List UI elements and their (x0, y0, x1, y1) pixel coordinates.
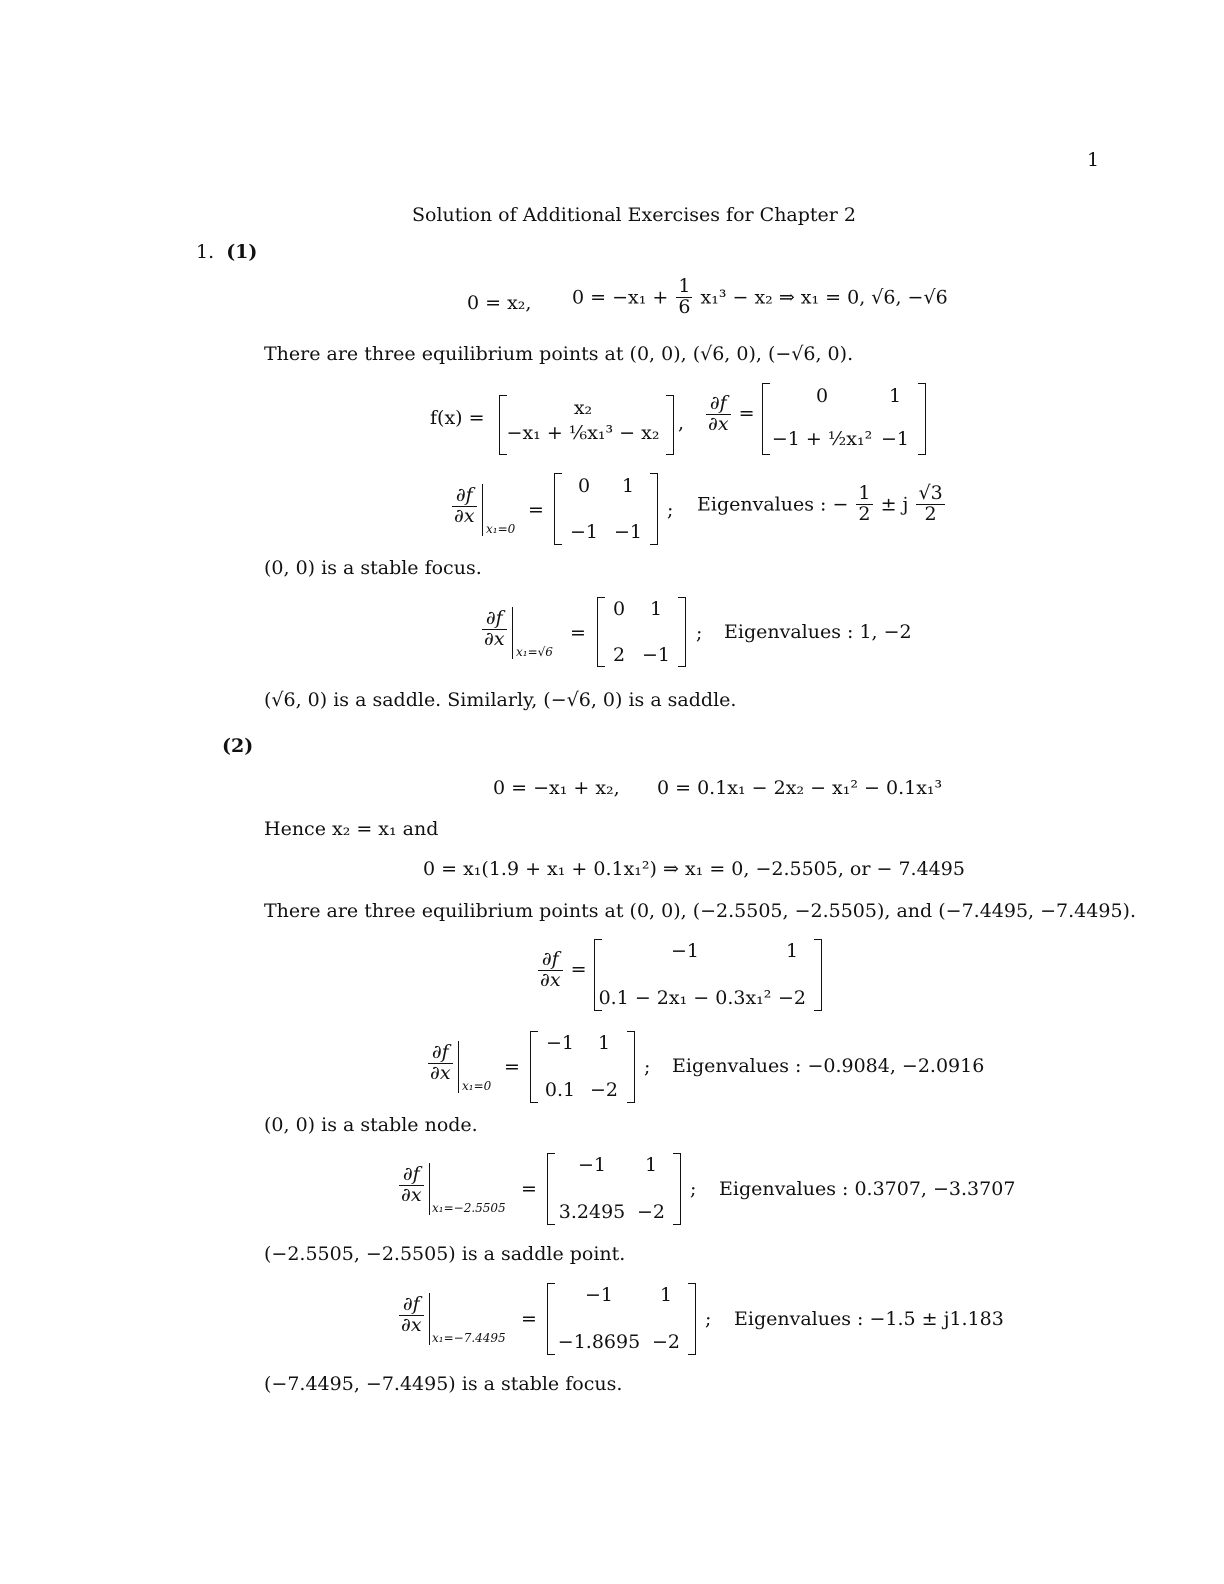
p1-jac6-eval-bar (512, 607, 513, 659)
p1-jac6-matrix (597, 597, 686, 667)
p1-eq-b-fraction (676, 277, 692, 318)
p1-jac0-eig-root-den: 2 (924, 502, 937, 525)
bracket-right (678, 597, 686, 667)
bracket-right (688, 1283, 696, 1355)
bracket-left (762, 383, 770, 455)
p1-jac0-eval-bar (482, 484, 483, 536)
p2-text-saddle-point: (−2.5505, −2.5505) is a saddle point. (264, 1243, 626, 1265)
p1-jac0-a11: 0 (577, 475, 591, 497)
p2-jac0-eigenvalues: Eigenvalues : −0.9084, −2.0916 (672, 1055, 985, 1077)
p2-jacB-matrix (547, 1283, 696, 1355)
p2-jacA-sub: x₁=−2.5505 (432, 1201, 506, 1215)
bracket-right (650, 473, 658, 545)
p1-eq-b-right: x₁³ − x₂ ⇒ x₁ = 0, √6, −√6 (700, 286, 948, 309)
p2-jac0-sub: x₁=0 (462, 1079, 492, 1093)
problem-number (196, 241, 257, 263)
bracket-right (673, 1153, 681, 1225)
p1-jac0-eig-frac (856, 484, 872, 525)
p1-fx-label: f(x) = (430, 407, 485, 429)
p2-jac0-matrix (530, 1031, 635, 1103)
page-number: 1 (1087, 149, 1100, 171)
p2-jacB-a21: −1.8695 (557, 1331, 641, 1353)
p2-jacA-a22: −2 (636, 1201, 666, 1223)
p2-jacA-a12: 1 (644, 1154, 658, 1176)
p1-jac0-eig-label: Eigenvalues : − (697, 493, 849, 516)
p2-jacB-dfdx: $\frac{\partial f}{\partial x}$ (401, 1293, 422, 1336)
problem-index: 1. (196, 241, 215, 263)
bracket-right (918, 383, 926, 455)
p1-jac0-eig-frac-den: 2 (858, 502, 871, 525)
p1-jac-a21: −1 + ½x₁² (771, 428, 873, 450)
p2-jacB-a12: 1 (659, 1284, 673, 1306)
p1-jac0-sub: x₁=0 (486, 522, 516, 536)
p1-jac6-eq: = (570, 622, 586, 644)
bracket-left (547, 1153, 555, 1225)
p2-jacA-a11: −1 (577, 1154, 607, 1176)
p1-dfdx-label: $\frac{\partial f}{\partial x}$ = (708, 392, 755, 435)
p2-dfdx-fraction: $\frac{\partial f}{\partial x}$ (540, 948, 561, 991)
p1-jac0-a22: −1 (613, 521, 643, 543)
p2-jacA-eval-bar (429, 1163, 430, 1215)
p2-jac-a12: 1 (785, 940, 799, 962)
p1-jac6-semicolon: ; (696, 622, 703, 644)
p1-jac6-dfdx: $\frac{\partial f}{\partial x}$ (484, 607, 505, 650)
p1-jacobian (762, 383, 926, 455)
p1-jac0-eig-mid: ± j (880, 493, 909, 516)
p1-jac0-a21: −1 (569, 521, 599, 543)
p2-jacA-matrix (547, 1153, 681, 1225)
p1-jac0-eig-frac-num: 1 (858, 482, 871, 504)
p2-jacB-eval-bar (429, 1293, 430, 1345)
p1-eq-b-left: 0 = −x₁ + (572, 286, 669, 309)
p2-jacB-eigenvalues: Eigenvalues : −1.5 ± j1.183 (734, 1308, 1004, 1330)
p1-comma: , (678, 412, 685, 434)
p1-text-stable-focus: (0, 0) is a stable focus. (264, 557, 482, 579)
p2-text-equilibria: There are three equilibrium points at (0, 0), (−2.5505, −2.5505), and (−7.4495, −7.4495). (264, 900, 1136, 922)
p1-jac6-a21: 2 (612, 644, 626, 666)
p1-fx-vector (499, 395, 674, 455)
p2-jac0-eq: = (504, 1056, 520, 1078)
p2-jac0-dfdx: $\frac{\partial f}{\partial x}$ (430, 1041, 451, 1084)
p2-jac0-a22: −2 (589, 1079, 619, 1101)
p1-text-equilibria: There are three equilibrium points at (0, 0), (√6, 0), (−√6, 0). (264, 343, 854, 365)
p2-dfdx-label: $\frac{\partial f}{\partial x}$ = (540, 948, 587, 991)
p2-jacA-eigenvalues: Eigenvalues : 0.3707, −3.3707 (719, 1178, 1016, 1200)
bracket-left (547, 1283, 555, 1355)
p2-text-stable-node: (0, 0) is a stable node. (264, 1114, 478, 1136)
p1-jac0-eigenvalues (697, 484, 947, 525)
p1-jac6-a22: −1 (641, 644, 671, 666)
bracket-left (597, 597, 605, 667)
p1-jac-a22: −1 (880, 428, 910, 450)
p2-jacB-semicolon: ; (705, 1308, 712, 1330)
p2-jac0-eval-bar (458, 1041, 459, 1093)
page-title: Solution of Additional Exercises for Chapter 2 (411, 204, 857, 226)
p1-jac6-a12: 1 (649, 598, 663, 620)
bracket-left (530, 1031, 538, 1103)
p1-jac0-eq: = (528, 499, 544, 521)
part-2-label: (2) (222, 735, 254, 757)
p1-eq-b-frac-num: 1 (678, 275, 691, 297)
p1-jac0-dfdx: $\frac{\partial f}{\partial x}$ (454, 484, 475, 527)
p2-jac-a11: −1 (670, 940, 700, 962)
p1-jac0-eig-root (916, 484, 944, 525)
p2-jacA-dfdx: $\frac{\partial f}{\partial x}$ (401, 1163, 422, 1206)
p1-jac0-matrix (554, 473, 658, 545)
p1-text-saddle: (√6, 0) is a saddle. Similarly, (−√6, 0) is a saddle. (264, 689, 737, 711)
p1-jac0-eig-root-num: √3 (918, 482, 943, 504)
p1-fx-entry-1: x₂ (573, 397, 593, 419)
p2-jacA-semicolon: ; (690, 1178, 697, 1200)
p2-jac0-a21: 0.1 (544, 1079, 576, 1101)
p2-jacB-a11: −1 (584, 1284, 614, 1306)
p2-text-hence: Hence x₂ = x₁ and (264, 818, 439, 840)
p1-jac0-semicolon: ; (667, 499, 674, 521)
p2-eq-a: 0 = −x₁ + x₂, (493, 777, 620, 799)
p2-jacB-eq: = (521, 1308, 537, 1330)
p2-jacA-a21: 3.2495 (558, 1201, 626, 1223)
p1-eq-b (572, 277, 948, 318)
p2-jacB-a22: −2 (651, 1331, 681, 1353)
p1-jac6-eigenvalues: Eigenvalues : 1, −2 (724, 621, 912, 643)
p2-jacB-sub: x₁=−7.4495 (432, 1331, 506, 1345)
p1-jac-a11: 0 (815, 385, 829, 407)
p2-jac-a21: 0.1 − 2x₁ − 0.3x₁² (598, 987, 772, 1009)
bracket-right (627, 1031, 635, 1103)
p1-jac6-a11: 0 (612, 598, 626, 620)
p1-dfdx-fraction: $\frac{\partial f}{\partial x}$ (708, 392, 729, 435)
part-1-label: (1) (226, 241, 258, 263)
p2-jac0-a12: 1 (597, 1032, 611, 1054)
p2-text-stable-focus: (−7.4495, −7.4495) is a stable focus. (264, 1373, 623, 1395)
p2-jac0-a11: −1 (545, 1032, 575, 1054)
p1-jac6-sub: x₁=√6 (516, 645, 553, 659)
p1-eq-a: 0 = x₂, (467, 292, 532, 314)
p1-jac0-a12: 1 (621, 475, 635, 497)
p1-fx-entry-2: −x₁ + ⅙x₁³ − x₂ (506, 422, 660, 444)
p2-eq-roots: 0 = x₁(1.9 + x₁ + 0.1x₁²) ⇒ x₁ = 0, −2.5505, or − 7.4495 (423, 858, 965, 880)
p1-jac-a12: 1 (888, 385, 902, 407)
p2-jac0-semicolon: ; (644, 1056, 651, 1078)
bracket-left (554, 473, 562, 545)
p2-jac-a22: −2 (777, 987, 807, 1009)
p1-eq-b-frac-den: 6 (678, 295, 691, 318)
p2-jacobian (594, 939, 822, 1011)
bracket-right (666, 395, 674, 455)
p2-jacA-eq: = (521, 1178, 537, 1200)
bracket-right (814, 939, 822, 1011)
p2-eq-b: 0 = 0.1x₁ − 2x₂ − x₁² − 0.1x₁³ (657, 777, 943, 799)
